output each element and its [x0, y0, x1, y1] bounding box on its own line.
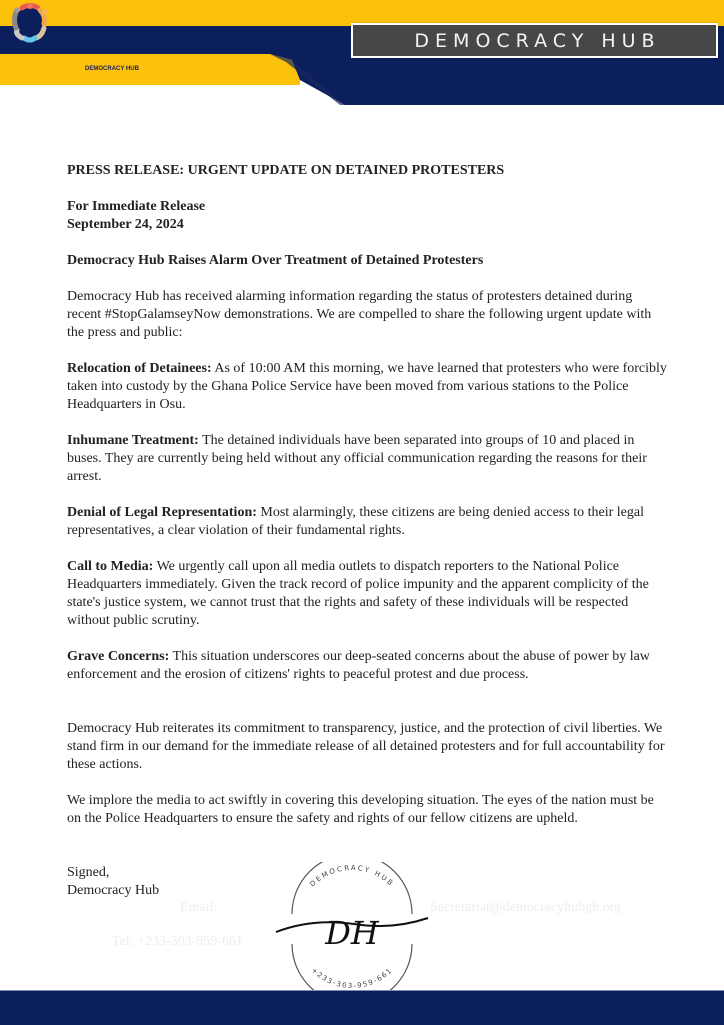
section-heading: Grave Concerns:	[67, 649, 170, 664]
document-title: PRESS RELEASE: URGENT UPDATE ON DETAINED PROTESTERS	[67, 163, 505, 178]
release-label: For Immediate Release	[67, 199, 206, 214]
brand-name-box	[351, 23, 718, 58]
section-heading: Inhumane Treatment:	[67, 433, 199, 448]
stamp-monogram: DH	[325, 914, 379, 952]
section-heading: Call to Media:	[67, 559, 154, 574]
release-date: September 24, 2024	[67, 217, 184, 232]
signatory-name: Democracy Hub	[67, 883, 160, 898]
contact-email-address: Secretariat@democracyhubgh.org	[430, 900, 622, 915]
section-text: Most alarmingly, these citizens are being denied access to their legal representatives, a clear violation of their fundamental rights.	[67, 505, 644, 538]
contact-telephone: Tel: +233-303-959-661	[112, 934, 243, 949]
stamp-bottom-text: +233-303-959-661	[309, 966, 395, 990]
democracy-hub-stamp	[272, 862, 432, 990]
letterhead-footer-band	[0, 990, 724, 1025]
section-grave-concerns	[67, 648, 667, 684]
closing-paragraph-appeal: We implore the media to act swiftly in covering this developing situation. The eyes of the nation must be on the Police Headquarters to ensure the safety and rights of our fellow citizens are upheld.	[67, 793, 654, 826]
section-call-to-media	[67, 558, 667, 630]
section-heading: Relocation of Detainees:	[67, 361, 212, 376]
intro-paragraph: Democracy Hub has received alarming information regarding the status of protesters detained during recent #StopGalamseyNow demonstrations. We are compelled to share the following urgent update with the press and public:	[67, 289, 652, 340]
section-text: The detained individuals have been separated into groups of 10 and placed in buses. They are currently being held without any official communication regarding the reasons for their arrest.	[67, 433, 647, 484]
closing-paragraph-commitment: Democracy Hub reiterates its commitment to transparency, justice, and the protection of civil liberties. We stand firm in our demand for the immediate release of all detained protesters and for full accountability for these actions.	[67, 721, 665, 772]
people-circle-logo-icon	[0, 0, 60, 44]
section-inhumane-treatment	[67, 432, 667, 486]
brand-name: DEMOCRACY HUB	[414, 29, 661, 52]
letterhead-header	[0, 0, 724, 110]
document-subheading: Democracy Hub Raises Alarm Over Treatment of Detained Protesters	[67, 253, 484, 268]
contact-email-label: Email:	[180, 900, 218, 915]
section-text: As of 10:00 AM this morning, we have learned that protesters who were forcibly taken into custody by the Ghana Police Service have been moved from various stations to the Police Headquarters in Osu.	[67, 361, 667, 412]
section-relocation	[67, 360, 667, 414]
section-denial-legal	[67, 504, 667, 540]
logo-caption: DEMOCRACY HUB	[85, 66, 139, 72]
signed-label: Signed,	[67, 865, 110, 880]
header-yellow-lower-band	[0, 54, 300, 85]
section-text: We urgently call upon all media outlets to dispatch reporters to the National Police Headquarters immediately. Given the track record of police impunity and the apparent complicity of the state's justice system, we cannot trust that the rights and safety of these individuals will be respected without public scrutiny.	[67, 559, 649, 628]
section-text: This situation underscores our deep-seated concerns about the abuse of power by law enforcement and the erosion of citizens' rights to peaceful protest and due process.	[67, 649, 650, 682]
section-heading: Denial of Legal Representation:	[67, 505, 257, 520]
stamp-top-text: DEMOCRACY HUB	[308, 863, 396, 889]
